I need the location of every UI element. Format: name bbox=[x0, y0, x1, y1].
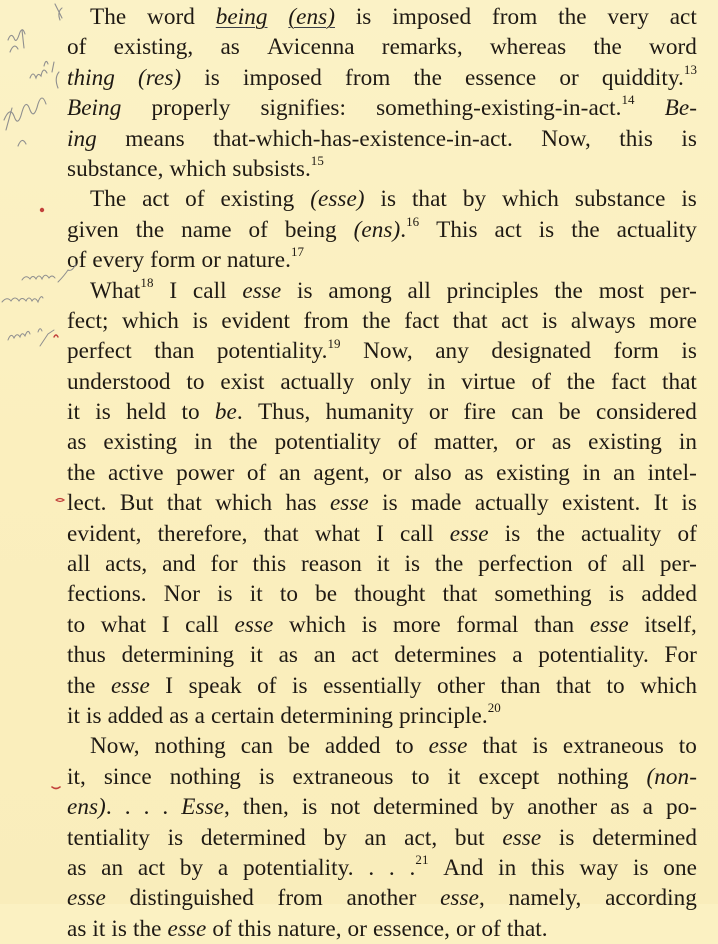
text-line: as it is the esse of this nature, or essence, or of that. bbox=[67, 915, 548, 942]
text-line: Being properly signifies: something-existing-in-act.$^{14}$ Be- bbox=[67, 92, 697, 122]
text-line: thing (res) is imposed from the essence or quiddity.$^{13}$ bbox=[67, 62, 697, 91]
text-line: What$^{18}$ I call esse is among all principles the most per- bbox=[90, 274, 697, 304]
text-line: The word being (ens) is imposed from the very act bbox=[90, 4, 697, 30]
text-line: evident, therefore, that what I call esse is the actuality of bbox=[67, 520, 697, 547]
pencil-scribble-2 bbox=[30, 61, 59, 88]
text-line: esse distinguished from another esse, namely, according bbox=[67, 885, 697, 912]
text-line: as existing in the potentiality of matter, or as existing in bbox=[67, 429, 697, 456]
text-line: understood to exist actually only in virtue of the fact that bbox=[67, 368, 697, 395]
pencil-scribble-1 bbox=[8, 4, 62, 52]
text-line: substance, which subsists.$^{15}$ bbox=[67, 153, 324, 182]
paragraph bbox=[67, 184, 697, 275]
paragraph bbox=[67, 731, 697, 944]
text-line: it, since nothing is extraneous to it except nothing (non- bbox=[67, 763, 697, 790]
text-line: fections. Nor is it to be thought that something is added bbox=[67, 581, 697, 608]
text-line: of every form or nature.$^{17}$ bbox=[67, 244, 305, 274]
text-line: Now, nothing can be added to esse that is extraneous to bbox=[90, 733, 697, 760]
text-line: it is added as a certain determining principle.$^{20}$ bbox=[67, 700, 501, 729]
red-ink-marks bbox=[40, 208, 64, 789]
text-line: as an act by a potentiality. . . .$^{21}$ And in this way is one bbox=[67, 852, 697, 881]
text-line: The act of existing (esse) is that by which substance is bbox=[90, 186, 697, 213]
pencil-scribble-4 bbox=[2, 264, 76, 346]
text-line: it is held to be. Thus, humanity or fire can be considered bbox=[67, 399, 697, 426]
text-line: of existing, as Avicenna remarks, whereas the word bbox=[67, 34, 697, 61]
text-line: given the name of being (ens).$^{16}$ This act is the actuality bbox=[67, 214, 697, 243]
text-line: all acts, and for this reason it is the perfection of all per- bbox=[67, 551, 697, 578]
text-line: the active power of an agent, or also as existing in an intel- bbox=[67, 459, 697, 486]
text-line: fect; which is evident from the fact that act is always more bbox=[67, 307, 697, 334]
text-line: thus determining it as an act determines a potentiality. For bbox=[67, 642, 697, 669]
text-line: to what I call esse which is more formal than esse itself, bbox=[67, 611, 697, 638]
pencil-scribble-3 bbox=[4, 98, 46, 146]
paragraph bbox=[67, 2, 697, 184]
text-line: the esse I speak of is essentially other than that to which bbox=[67, 672, 697, 699]
body-text bbox=[67, 2, 697, 944]
paragraph bbox=[67, 276, 697, 732]
text-line: tentiality is determined by an act, but esse is determined bbox=[67, 824, 697, 851]
text-line: perfect than potentiality.$^{19}$ Now, any designated form is bbox=[67, 335, 697, 365]
text-line: lect. But that which has esse is made actually existent. It is bbox=[67, 490, 697, 517]
text-line: ing means that-which-has-existence-in-act. Now, this is bbox=[67, 125, 697, 152]
text-line: ens). . . . Esse, then, is not determined by another as a po- bbox=[67, 794, 697, 821]
